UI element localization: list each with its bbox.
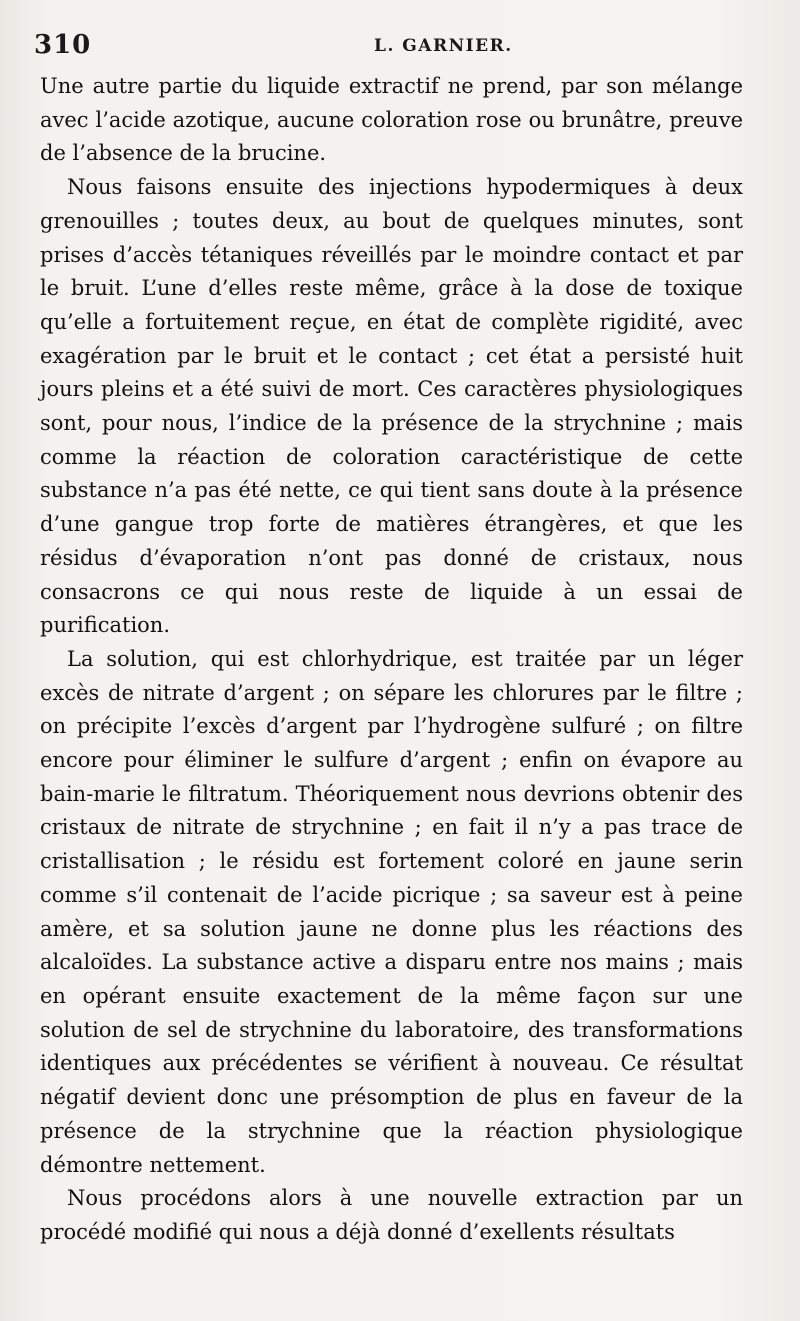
paragraph: La solution, qui est chlorhydrique, est traitée par un léger excès de nitrate d’argent ; on sépare les chlorures par le filtre ; on précipite l’excès d’argent par l’hydrogène sulfuré ; on filtre encore pour éliminer le sulfure d’argent ; enfin on évapore au bain-marie le filtratum. Théoriquement nous devrions obtenir des cristaux de nitrate de strychnine ; en fait il n’y a pas trace de cristallisation ; le résidu est fortement coloré en jaune serin comme s’il contenait de l’acide picrique ; sa saveur est à peine amère, et sa solution jaune ne donne plus les réactions des alcaloïdes. La substance active a disparu entre nos mains ; mais en opérant ensuite exactement de la même façon sur une solution de sel de strychnine du laboratoire, des transformations identiques aux précédentes se vérifient à nouveau. Ce résultat négatif devient donc une présomption de plus en faveur de la présence de la strychnine que la réaction physiologique démontre nettement. — [40, 646, 743, 1177]
running-head: L. GARNIER. — [374, 36, 513, 56]
paragraph: Nous faisons ensuite des injections hypodermiques à deux grenouilles ; toutes deux, au bout de quelques minutes, sont prises d’accès tétaniques réveillés par le moindre contact et par le bruit. L’une d’elles reste même, grâce à la dose de toxique qu’elle a fortuitement reçue, en état de complète rigidité, avec exagération par le bruit et le contact ; cet état a persisté huit jours pleins et a été suivi de mort. Ces caractères physiologiques sont, pour nous, l’indice de la présence de la strychnine ; mais comme la réaction de coloration caractéristique de cette substance n’a pas été nette, ce qui tient sans doute à la présence d’une gangue trop forte de matières étrangères, et que les résidus d’évaporation n’ont pas donné de cristaux, nous consacrons ce qui nous reste de liquide à un essai de purification. — [40, 175, 743, 638]
body-text — [40, 70, 743, 1250]
page-number: 310 — [34, 30, 92, 60]
paragraph: Nous procédons alors à une nouvelle extraction par un procédé modifié qui nous a déjà donné d’exellents résultats — [40, 1186, 743, 1244]
paragraph: Une autre partie du liquide extractif ne prend, par son mélange avec l’acide azotique, aucune coloration rose ou brunâtre, preuve de l’absence de la brucine. — [40, 74, 743, 166]
page-header — [34, 30, 764, 64]
